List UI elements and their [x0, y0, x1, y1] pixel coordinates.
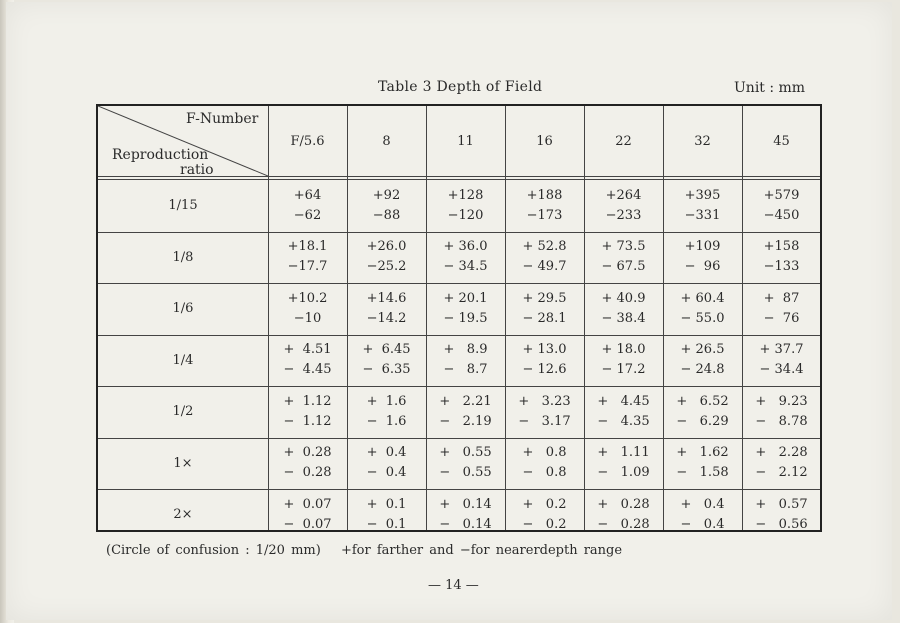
near-limit-value: − 55.0: [680, 310, 725, 326]
table-cell: [663, 438, 742, 490]
table-cell: [584, 335, 663, 387]
near-limit-value: −88: [372, 207, 401, 223]
table-cell: [742, 489, 821, 541]
near-limit-value: − 34.5: [443, 259, 488, 275]
near-limit-value: − 0.28: [283, 465, 332, 481]
near-limit-value: − 6.29: [676, 413, 729, 429]
far-limit-value: +18.1: [287, 239, 328, 255]
table-cell: [268, 335, 347, 387]
far-limit-value: +14.6: [366, 290, 407, 306]
near-limit-value: − 1.12: [283, 413, 332, 429]
far-limit-value: +158: [763, 239, 800, 255]
far-limit-value: + 37.7: [759, 342, 804, 358]
far-limit-value: +395: [684, 187, 721, 203]
table-cell: [426, 386, 505, 438]
near-limit-value: − 0.55: [439, 465, 492, 481]
table-cell: [584, 489, 663, 541]
near-limit-value: −173: [526, 207, 563, 223]
far-limit-value: + 36.0: [443, 239, 488, 255]
far-limit-value: + 0.2: [522, 496, 567, 512]
near-limit-value: − 0.14: [439, 516, 492, 532]
near-limit-value: −233: [605, 207, 642, 223]
near-limit-value: − 8.78: [755, 413, 808, 429]
far-limit-value: + 20.1: [443, 290, 488, 306]
far-limit-value: + 1.12: [283, 393, 332, 409]
far-limit-value: +264: [605, 187, 642, 203]
near-limit-value: − 0.1: [366, 516, 407, 532]
near-limit-value: −62: [293, 207, 322, 223]
table-cell: [268, 386, 347, 438]
table-cell: [505, 232, 584, 284]
table-cell: [663, 180, 742, 232]
far-limit-value: + 0.1: [366, 496, 407, 512]
table-cell: [268, 180, 347, 232]
far-limit-value: +92: [372, 187, 401, 203]
column-header: 32: [694, 133, 711, 149]
near-limit-value: − 0.2: [522, 516, 567, 532]
table-cell: [347, 335, 426, 387]
near-limit-value: −450: [763, 207, 800, 223]
near-limit-value: − 67.5: [601, 259, 646, 275]
far-limit-value: +579: [763, 187, 800, 203]
sign-convention-note: +for farther and −for nearerdepth range: [340, 543, 623, 558]
row-label: 1/15: [168, 198, 198, 214]
near-limit-value: − 6.35: [362, 362, 411, 378]
page-number: — 14 —: [428, 578, 479, 593]
near-limit-value: −10: [293, 310, 322, 326]
far-limit-value: + 29.5: [522, 290, 567, 306]
far-limit-value: +26.0: [366, 239, 407, 255]
table-cell: [347, 283, 426, 335]
table-cell: [663, 386, 742, 438]
near-limit-value: − 3.17: [518, 413, 571, 429]
table-cell: [426, 232, 505, 284]
table-cell: [505, 386, 584, 438]
fnumber-header: F-Number: [186, 111, 259, 127]
far-limit-value: + 0.28: [597, 496, 650, 512]
near-limit-value: − 1.6: [366, 413, 407, 429]
table-cell: [663, 283, 742, 335]
near-limit-value: − 17.2: [601, 362, 646, 378]
depth-of-field-table: [96, 104, 822, 532]
row-label: 1/4: [172, 352, 194, 368]
table-cell: [505, 335, 584, 387]
far-limit-value: +188: [526, 187, 563, 203]
table-cell: [584, 232, 663, 284]
far-limit-value: + 1.6: [366, 393, 407, 409]
table-cell: [347, 386, 426, 438]
reproduction-header: Reproduction: [112, 147, 209, 163]
near-limit-value: − 49.7: [522, 259, 567, 275]
table-cell: [268, 283, 347, 335]
column-header: 22: [615, 133, 632, 149]
table-cell: [426, 180, 505, 232]
table-cell: [742, 283, 821, 335]
table-cell: [347, 438, 426, 490]
near-limit-value: − 4.45: [283, 362, 332, 378]
near-limit-value: − 0.28: [597, 516, 650, 532]
table-cell: [584, 438, 663, 490]
table-cell: [505, 283, 584, 335]
near-limit-value: − 76: [763, 310, 800, 326]
row-label: 1/2: [172, 404, 194, 420]
far-limit-value: + 0.57: [755, 496, 808, 512]
far-limit-value: +10.2: [287, 290, 328, 306]
near-limit-value: −120: [447, 207, 484, 223]
table-cell: [584, 386, 663, 438]
far-limit-value: + 0.4: [680, 496, 725, 512]
table-cell: [268, 232, 347, 284]
table-cell: [742, 386, 821, 438]
near-limit-value: −14.2: [366, 310, 407, 326]
table-cell: [426, 438, 505, 490]
unit-label: Unit : mm: [734, 80, 806, 96]
table-cell: [268, 489, 347, 541]
column-header: F/5.6: [290, 133, 325, 149]
near-limit-value: − 19.5: [443, 310, 488, 326]
ratio-header: ratio: [180, 162, 214, 178]
near-limit-value: −17.7: [287, 259, 328, 275]
far-limit-value: + 0.14: [439, 496, 492, 512]
table-cell: [742, 180, 821, 232]
near-limit-value: − 96: [684, 259, 721, 275]
far-limit-value: + 1.62: [676, 445, 729, 461]
far-limit-value: + 0.8: [522, 445, 567, 461]
near-limit-value: − 1.58: [676, 465, 729, 481]
far-limit-value: + 9.23: [755, 393, 808, 409]
far-limit-value: + 0.55: [439, 445, 492, 461]
column-header: 16: [536, 133, 553, 149]
far-limit-value: +109: [684, 239, 721, 255]
circle-of-confusion-note: (Circle of confusion : 1/20 mm): [106, 543, 321, 558]
near-limit-value: − 2.12: [755, 465, 808, 481]
table-title: Table 3 Depth of Field: [378, 79, 543, 95]
table-cell: [584, 283, 663, 335]
table-cell: [505, 438, 584, 490]
table-cell: [347, 232, 426, 284]
far-limit-value: + 40.9: [601, 290, 646, 306]
near-limit-value: − 28.1: [522, 310, 567, 326]
far-limit-value: + 3.23: [518, 393, 571, 409]
far-limit-value: + 0.07: [283, 496, 332, 512]
row-label: 1×: [173, 455, 193, 471]
column-header: 45: [773, 133, 790, 149]
far-limit-value: + 4.45: [597, 393, 650, 409]
table-cell: [347, 180, 426, 232]
far-limit-value: +128: [447, 187, 484, 203]
far-limit-value: + 73.5: [601, 239, 646, 255]
near-limit-value: − 8.7: [443, 362, 488, 378]
table-cell: [426, 335, 505, 387]
far-limit-value: + 13.0: [522, 342, 567, 358]
near-limit-value: − 0.07: [283, 516, 332, 532]
row-label: 1/8: [172, 249, 194, 265]
near-limit-value: − 2.19: [439, 413, 492, 429]
table-cell: [268, 438, 347, 490]
far-limit-value: + 2.28: [755, 445, 808, 461]
table-cell: [742, 232, 821, 284]
far-limit-value: + 1.11: [597, 445, 650, 461]
table-cell: [584, 180, 663, 232]
near-limit-value: − 0.8: [522, 465, 567, 481]
far-limit-value: + 4.51: [283, 342, 332, 358]
far-limit-value: + 6.52: [676, 393, 729, 409]
column-header: 11: [457, 133, 474, 149]
far-limit-value: + 18.0: [601, 342, 646, 358]
far-limit-value: +64: [293, 187, 322, 203]
near-limit-value: − 0.56: [755, 516, 808, 532]
far-limit-value: + 60.4: [680, 290, 725, 306]
near-limit-value: − 0.4: [366, 465, 407, 481]
far-limit-value: + 52.8: [522, 239, 567, 255]
table-cell: [663, 335, 742, 387]
near-limit-value: − 1.09: [597, 465, 650, 481]
table-cell: [505, 489, 584, 541]
near-limit-value: − 24.8: [680, 362, 725, 378]
far-limit-value: + 87: [763, 290, 800, 306]
near-limit-value: − 12.6: [522, 362, 567, 378]
near-limit-value: − 0.4: [680, 516, 725, 532]
far-limit-value: + 26.5: [680, 342, 725, 358]
far-limit-value: + 0.4: [366, 445, 407, 461]
far-limit-value: + 2.21: [439, 393, 492, 409]
row-label: 1/6: [172, 301, 194, 317]
far-limit-value: + 6.45: [362, 342, 411, 358]
near-limit-value: −331: [684, 207, 721, 223]
near-limit-value: − 4.35: [597, 413, 650, 429]
column-header: 8: [382, 133, 391, 149]
near-limit-value: − 38.4: [601, 310, 646, 326]
table-cell: [426, 283, 505, 335]
near-limit-value: −25.2: [366, 259, 407, 275]
table-cell: [426, 489, 505, 541]
table-cell: [742, 438, 821, 490]
table-cell: [663, 232, 742, 284]
row-label: 2×: [173, 507, 193, 523]
table-cell: [347, 489, 426, 541]
table-cell: [742, 335, 821, 387]
near-limit-value: − 34.4: [759, 362, 804, 378]
near-limit-value: −133: [763, 259, 800, 275]
far-limit-value: + 0.28: [283, 445, 332, 461]
table-cell: [663, 489, 742, 541]
table-cell: [505, 180, 584, 232]
table-footnote: [106, 543, 636, 558]
far-limit-value: + 8.9: [443, 342, 488, 358]
